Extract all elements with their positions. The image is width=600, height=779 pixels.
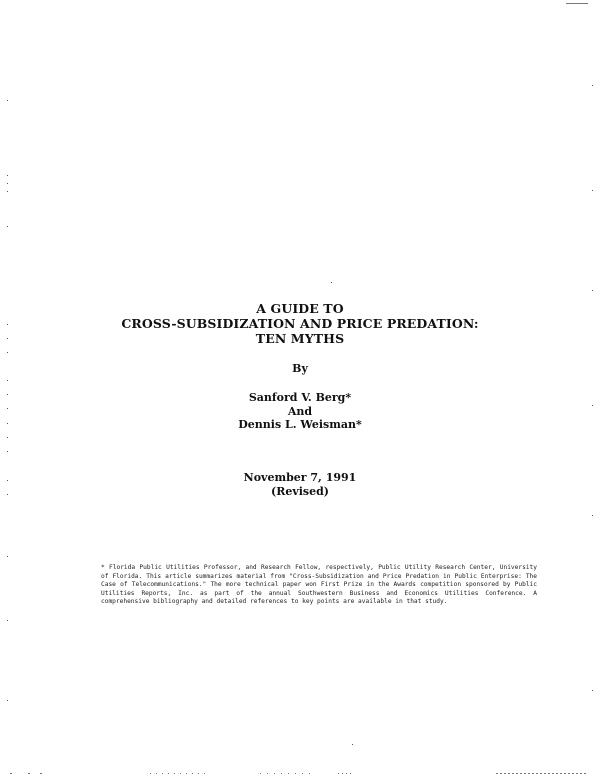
scan-mark-bottom — [40, 773, 42, 774]
scan-mark-bottom — [338, 773, 352, 774]
scan-mark-bottom — [260, 773, 310, 774]
byline: By — [292, 362, 308, 375]
date-block — [0, 471, 600, 499]
scan-speck — [592, 190, 593, 191]
title-line-1: A GUIDE TO — [256, 301, 344, 316]
scan-mark-bottom — [28, 773, 30, 774]
revision-note: (Revised) — [270, 485, 329, 498]
author-1: Sanford V. Berg* — [248, 391, 352, 404]
scan-speck — [352, 744, 353, 745]
scan-speck — [7, 394, 8, 395]
title-line-2: CROSS-SUBSIDIZATION AND PRICE PREDATION: — [121, 316, 479, 331]
footnote: * Florida Public Utilities Professor, and Research Fellow, respectively, Public Utility Research Center, University of Florida. This article summarizes material from "Cross-Subsidization and Price Predation in Public Enterprise: The Case of Telecommunications." The more technical paper won First Prize in the Awards competition sponsored by Public Utilities Reports, Inc. as part of the annual Southwestern Business and Economics Utilities Conference. A comprehensive bibliography and detailed references to key points are available in that study. — [101, 564, 537, 606]
scan-speck — [7, 226, 8, 227]
scan-speck — [7, 338, 8, 339]
scan-speck — [331, 282, 332, 283]
scan-speck — [7, 494, 8, 495]
scan-mark-bottom — [496, 773, 586, 774]
author-block — [0, 391, 600, 432]
scan-speck — [592, 85, 593, 86]
document-date: November 7, 1991 — [243, 471, 357, 484]
scan-speck — [7, 480, 8, 481]
scan-speck — [7, 620, 8, 621]
scan-mark-top-right — [566, 3, 588, 4]
scan-speck — [7, 100, 8, 101]
author-conjunction: And — [287, 404, 313, 418]
author-2: Dennis L. Weisman* — [238, 418, 362, 431]
scan-mark-bottom — [10, 773, 12, 774]
title-line-3: TEN MYTHS — [255, 331, 345, 346]
scan-speck — [7, 423, 8, 424]
scan-speck — [7, 183, 8, 184]
scan-speck — [7, 175, 8, 176]
scan-speck — [592, 515, 593, 516]
scan-speck — [7, 352, 8, 353]
scan-speck — [7, 451, 8, 452]
scan-speck — [592, 290, 593, 291]
scan-speck — [7, 700, 8, 701]
scan-mark-bottom — [150, 773, 210, 774]
scan-speck — [7, 191, 8, 192]
document-title — [0, 301, 600, 346]
scan-speck — [7, 324, 8, 325]
scan-speck — [592, 690, 593, 691]
scan-speck — [7, 556, 8, 557]
scan-speck — [592, 405, 593, 406]
scan-speck — [7, 408, 8, 409]
scan-speck — [7, 437, 8, 438]
scan-speck — [7, 380, 8, 381]
